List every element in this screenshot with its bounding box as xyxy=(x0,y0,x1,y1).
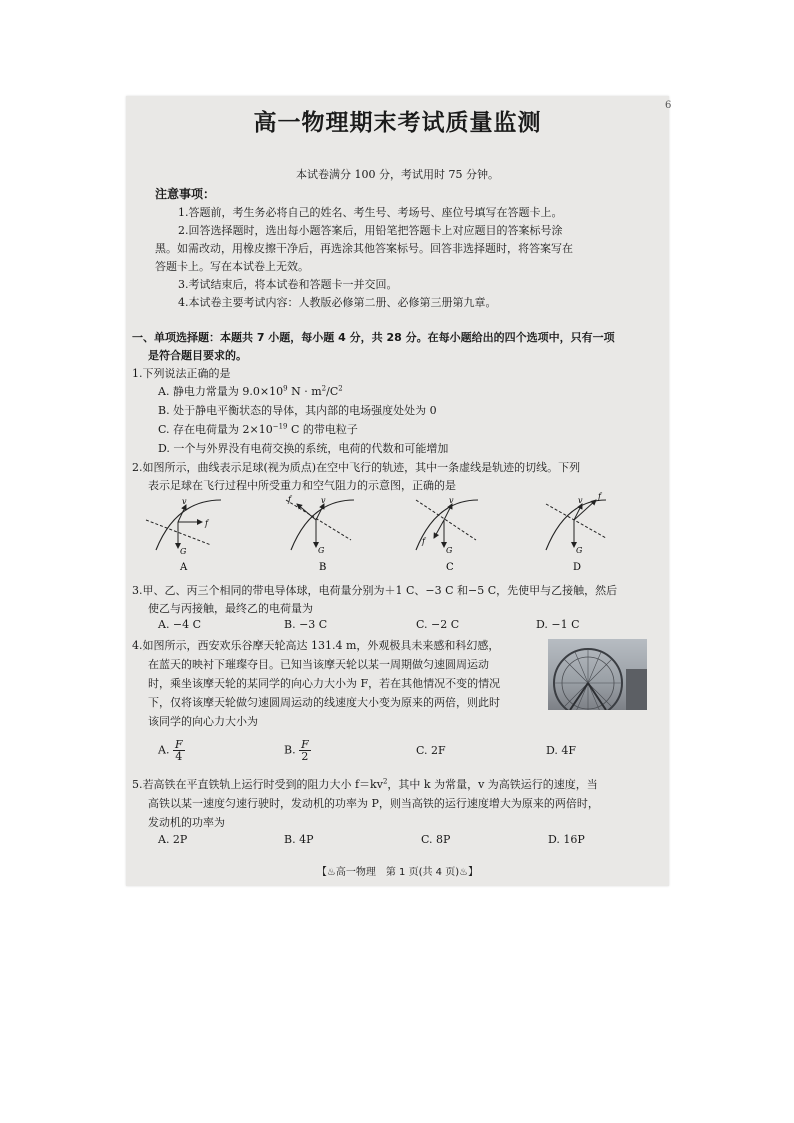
q4-stem: 4.如图所示，西安欢乐谷摩天轮高达 131.4 m，外观极具未来感和科幻感， xyxy=(132,639,500,652)
q2-figure-d xyxy=(546,492,606,573)
q2-d-v-label: v xyxy=(578,496,583,505)
q2-figure-a xyxy=(146,497,221,573)
q2-stem-cont: 表示足球在飞行过程中所受重力和空气阻力的示意图，正确的是 xyxy=(148,479,456,492)
q1-option-d: D. 一个与外界没有电荷交换的系统，电荷的代数和可能增加 xyxy=(158,442,449,455)
notice-line: 答题卡上。写在本试卷上无效。 xyxy=(155,260,309,273)
q2-a-f-label: f xyxy=(205,519,208,528)
q2-b-label: B xyxy=(319,562,327,573)
q2-c-g-label: G xyxy=(446,546,453,555)
page-title: 高一物理期末考试质量监测 xyxy=(253,110,542,136)
q4-option-c: C. 2F xyxy=(416,744,446,757)
q4-option-d: D. 4F xyxy=(546,744,577,757)
section-heading-cont: 是符合题目要求的。 xyxy=(148,349,247,362)
q2-d-g-label: G xyxy=(576,546,583,555)
notice-line: 1.答题前，考生务必将自己的姓名、考生号、考场号、座位号填写在答题卡上。 xyxy=(178,206,563,219)
q5-stem: 5.若高铁在平直铁轨上运行时受到的阻力大小 $f=kv^2$，其中 k 为常量，v 为高铁运行的速度，当 xyxy=(132,777,598,791)
q4-stem-cont: 该同学的向心力大小为 xyxy=(148,715,258,728)
ferris-wheel-illustration xyxy=(548,639,647,710)
q3-stem-cont: 使乙与丙接触，最终乙的电荷量为 xyxy=(148,602,313,615)
q2-stem: 2.如图所示，曲线表示足球(视为质点)在空中飞行的轨迹，其中一条虚线是轨迹的切线。下列 xyxy=(132,461,581,474)
q2-a-v-label: v xyxy=(182,497,187,506)
ferris-wheel-photo xyxy=(548,639,647,710)
q3-option-c: C. −2 C xyxy=(416,618,460,631)
q1-option-a: A. 静电力常量为 $9.0\times 10^9$ $N \cdot m^2/C^2$ xyxy=(158,384,343,398)
exam-subtitle: 本试卷满分 100 分，考试用时 75 分钟。 xyxy=(296,168,499,181)
q5-stem-cont: 高铁以某一速度匀速行驶时，发动机的功率为 P，则当高铁的运行速度增大为原来的两倍时， xyxy=(148,797,599,810)
q2-figure-c xyxy=(416,496,478,573)
notice-line: 2.回答选择题时，选出每小题答案后，用铅笔把答题卡上对应题目的答案标号涂 xyxy=(178,224,563,237)
notice-line: 黑。如需改动，用橡皮擦干净后，再选涂其他答案标号。回答非选择题时，将答案写在 xyxy=(155,242,573,255)
q2-d-label: D xyxy=(573,562,582,573)
q1-option-b: B. 处于静电平衡状态的导体，其内部的电场强度处处为 0 xyxy=(158,404,437,417)
notice-line: 3.考试结束后，将本试卷和答题卡一并交回。 xyxy=(178,278,398,291)
q2-b-g-label: G xyxy=(318,546,325,555)
q5-option-d: D. 16P xyxy=(548,833,585,846)
q4-stem-cont: 下，仅将该摩天轮做匀速圆周运动的线速度大小变为原来的两倍，则此时 xyxy=(148,696,500,709)
page-footer: 【♨高一物理 第 1 页(共 4 页)♨】 xyxy=(316,867,479,878)
q5-option-c: C. 8P xyxy=(421,833,451,846)
q2-figure-b xyxy=(286,495,354,573)
q4-stem-cont: 时，乘坐该摩天轮的某同学的向心力大小为 F，若在其他情况不变的情况 xyxy=(148,677,501,690)
notice-heading: 注意事项： xyxy=(155,187,216,201)
q5-option-b: B. 4P xyxy=(284,833,314,846)
q2-c-f-label: f xyxy=(422,537,425,546)
q1-stem: 1.下列说法正确的是 xyxy=(132,367,231,380)
q2-a-label: A xyxy=(180,562,188,573)
q5-stem-cont: 发动机的功率为 xyxy=(148,816,225,829)
q3-option-b: B. −3 C xyxy=(284,618,328,631)
q2-c-label: C xyxy=(446,562,454,573)
q4-option-b: B. $\frac{F}{2}$ xyxy=(284,738,309,763)
q2-c-v-label: v xyxy=(449,496,454,505)
q3-option-d: D. −1 C xyxy=(536,618,580,631)
q2-b-f-label: f xyxy=(288,495,291,504)
q4-option-a: A. $\frac{F}{4}$ xyxy=(158,738,183,763)
q1-option-c: C. 存在电荷量为 $2\times 10^{-19}$ C 的带电粒子 xyxy=(158,422,358,436)
notice-line: 4.本试卷主要考试内容：人教版必修第二册、必修第三册第九章。 xyxy=(178,296,497,309)
q2-figures xyxy=(126,490,669,576)
corner-mark: 6 xyxy=(665,100,672,111)
q3-stem: 3.甲、乙、丙三个相同的带电导体球，电荷量分别为＋1 C、−3 C 和−5 C，先使甲与乙接触，然后 xyxy=(132,584,618,597)
q3-option-a: A. −4 C xyxy=(158,618,202,631)
exam-page xyxy=(126,96,672,886)
section-heading: 一、单项选择题：本题共 7 小题，每小题 4 分，共 28 分。在每小题给出的四个选项中，只有一项 xyxy=(132,331,615,344)
q5-option-a: A. 2P xyxy=(158,833,188,846)
q4-stem-cont: 在蓝天的映衬下璀璨夺目。已知当该摩天轮以某一周期做匀速圆周运动 xyxy=(148,658,489,671)
q2-d-f-label: f xyxy=(598,492,601,501)
q2-a-g-label: G xyxy=(180,547,187,556)
q2-b-v-label: v xyxy=(321,496,326,505)
